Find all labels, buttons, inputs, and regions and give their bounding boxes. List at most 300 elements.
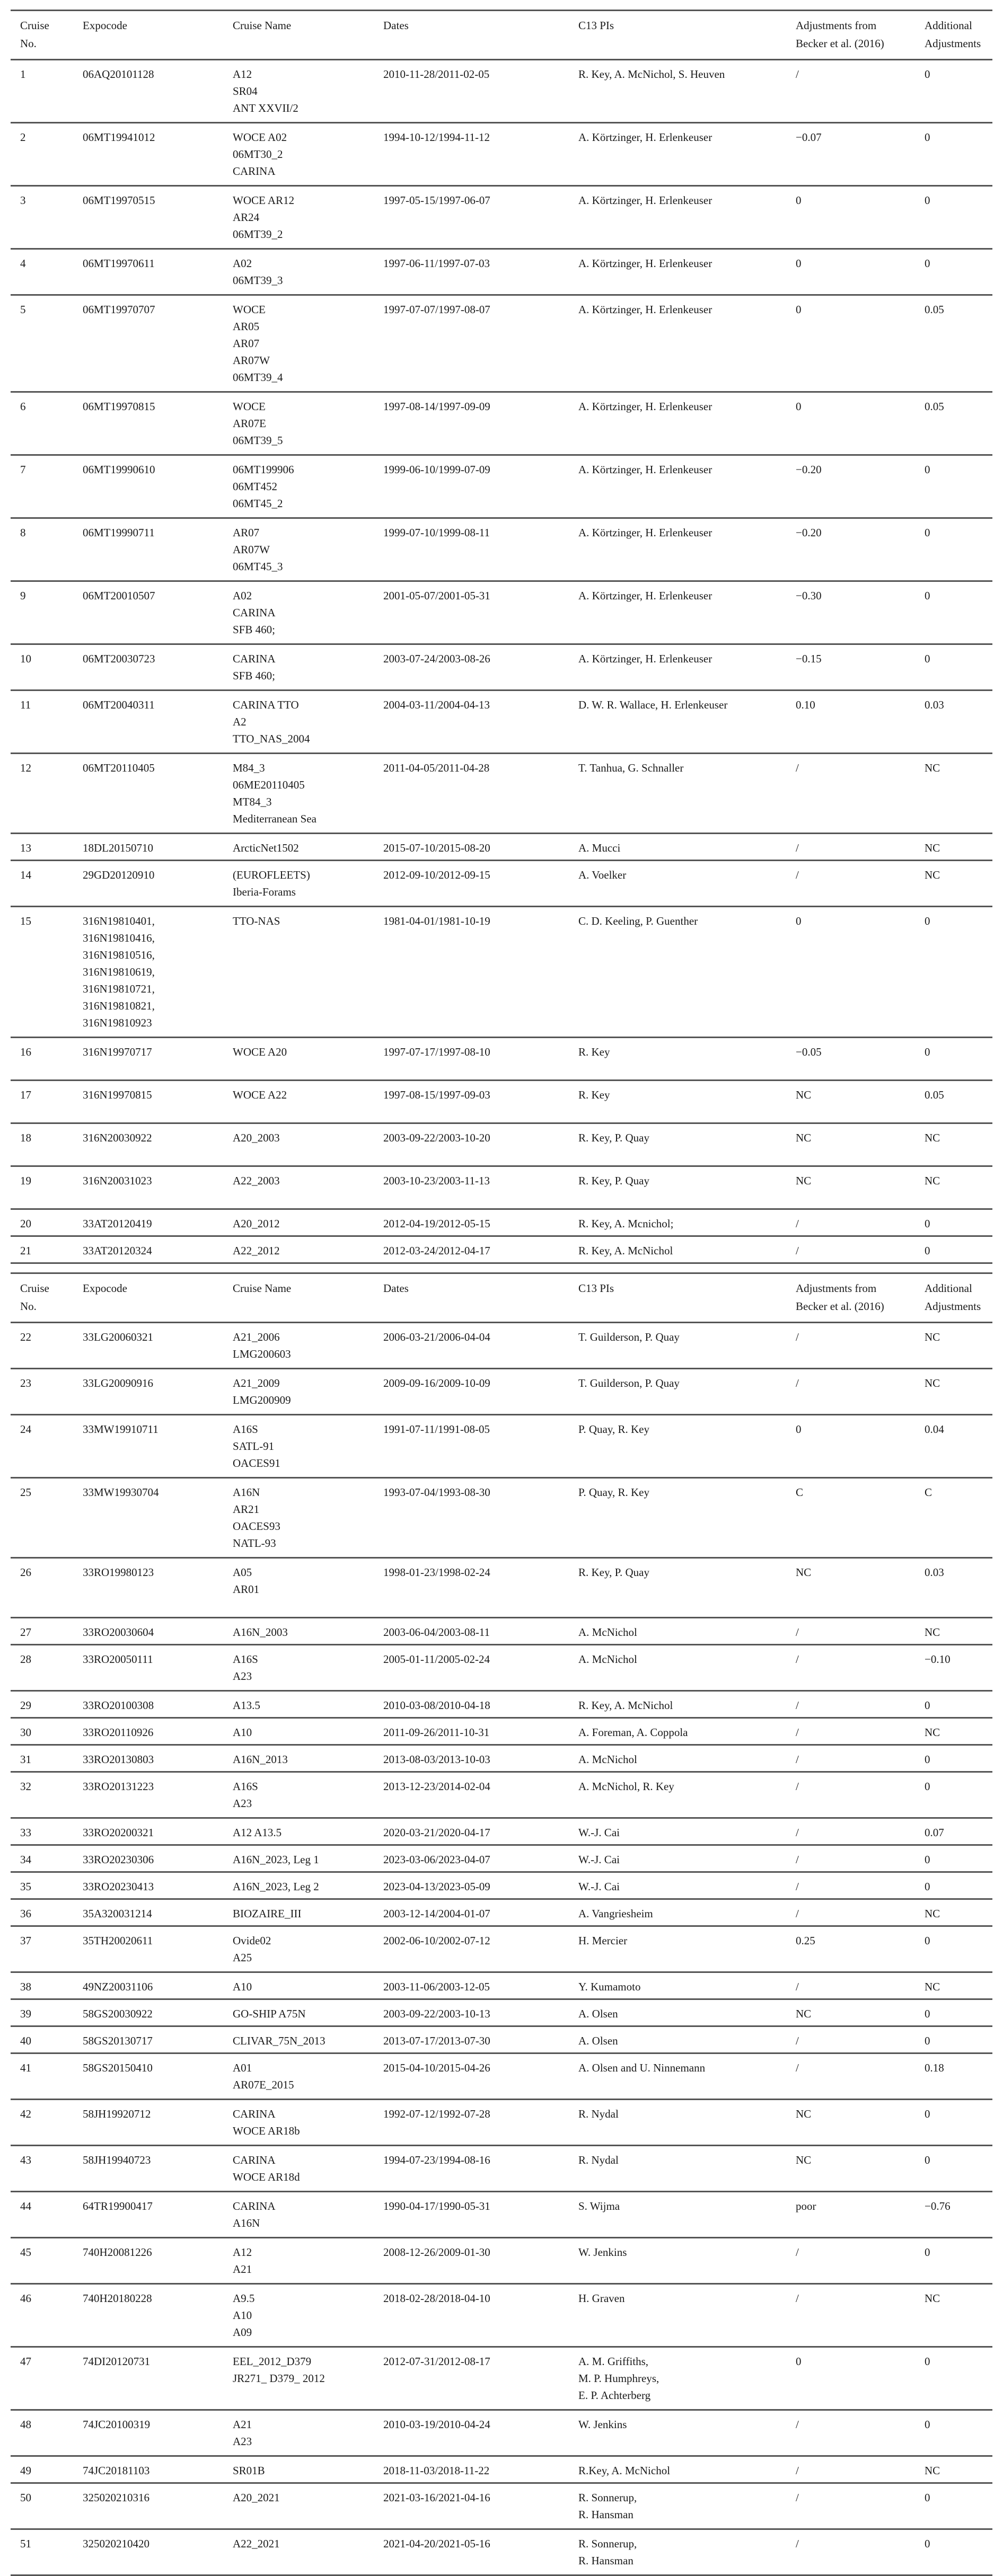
cell-cruise-no: 30 bbox=[20, 1726, 31, 1739]
cell-c13-pis: A. Olsen and U. Ninnemann bbox=[578, 2061, 706, 2074]
cell-c13-pis: A. McNichol bbox=[578, 1626, 637, 1639]
cell-additional-adjustment: NC bbox=[925, 762, 940, 774]
header-c13-pis: C13 PIs bbox=[578, 1282, 614, 1295]
cell-c13-pis: A. Körtzinger, H. Erlenkeuser bbox=[578, 400, 712, 413]
cell-cruise-name: CARINA WOCE AR18b bbox=[233, 2108, 300, 2137]
cell-dates: 2011-04-05/2011-04-28 bbox=[383, 762, 490, 774]
cell-cruise-no: 10 bbox=[20, 652, 31, 665]
cell-c13-pis: W.-J. Cai bbox=[578, 1826, 620, 1839]
cell-adjustment-becker: / bbox=[796, 2491, 799, 2504]
cell-dates: 2003-12-14/2004-01-07 bbox=[383, 1907, 490, 1920]
cell-expocode: 33RO20130803 bbox=[83, 1753, 154, 1766]
cruise-table-part-2 bbox=[11, 1272, 992, 2576]
cell-c13-pis: Y. Kumamoto bbox=[578, 1980, 641, 1993]
cell-expocode: 64TR19900417 bbox=[83, 2200, 153, 2212]
cell-adjustment-becker: / bbox=[796, 1699, 799, 1712]
cell-expocode: 06MT20040311 bbox=[83, 698, 155, 711]
cell-c13-pis: P. Quay, R. Key bbox=[578, 1486, 649, 1499]
cell-cruise-name: TTO-NAS bbox=[233, 915, 280, 927]
cell-additional-adjustment: NC bbox=[925, 1131, 940, 1144]
cell-cruise-no: 28 bbox=[20, 1653, 31, 1666]
table-row bbox=[11, 2483, 992, 2529]
cell-c13-pis: R. Key, P. Quay bbox=[578, 1174, 649, 1187]
cell-additional-adjustment: NC bbox=[925, 1980, 940, 1993]
cell-cruise-name: A16N_2003 bbox=[233, 1626, 288, 1639]
cell-additional-adjustment: 0 bbox=[925, 589, 930, 602]
cell-cruise-name: EEL_2012_D379 JR271_ D379_ 2012 bbox=[233, 2355, 325, 2385]
table-row bbox=[11, 1558, 992, 1618]
cell-cruise-no: 25 bbox=[20, 1486, 31, 1499]
cell-adjustment-becker: 0 bbox=[796, 400, 802, 413]
cell-adjustment-becker: 0 bbox=[796, 303, 802, 316]
cell-dates: 2003-09-22/2003-10-13 bbox=[383, 2007, 490, 2020]
cell-adjustment-becker: / bbox=[796, 1726, 799, 1739]
cell-cruise-name: A02 06MT39_3 bbox=[233, 257, 283, 287]
cell-cruise-name: (EUROFLEETS) Iberia-Forams bbox=[233, 869, 310, 898]
cell-cruise-no: 38 bbox=[20, 1980, 31, 1993]
table-row bbox=[11, 1209, 992, 1236]
table-row bbox=[11, 834, 992, 861]
cell-c13-pis: C. D. Keeling, P. Guenther bbox=[578, 915, 698, 927]
cell-cruise-name: AR07 AR07W 06MT45_3 bbox=[233, 526, 283, 573]
cell-adjustment-becker: NC bbox=[796, 1088, 812, 1101]
cell-dates: 1999-07-10/1999-08-11 bbox=[383, 526, 490, 539]
cell-cruise-no: 13 bbox=[20, 842, 31, 854]
cell-cruise-name: CARINA SFB 460; bbox=[233, 652, 276, 682]
cell-cruise-no: 40 bbox=[20, 2034, 31, 2047]
cell-additional-adjustment: 0 bbox=[925, 1780, 930, 1793]
cell-additional-adjustment: 0 bbox=[925, 652, 930, 665]
cell-cruise-name: A16N_2023, Leg 1 bbox=[233, 1853, 319, 1866]
cell-dates: 1997-07-07/1997-08-07 bbox=[383, 303, 490, 316]
cell-adjustment-becker: −0.05 bbox=[796, 1046, 822, 1058]
cell-cruise-name: ArcticNet1502 bbox=[233, 842, 299, 854]
cell-additional-adjustment: 0 bbox=[925, 1880, 930, 1893]
cell-cruise-no: 8 bbox=[20, 526, 26, 539]
cell-cruise-name: A10 bbox=[233, 1980, 252, 1993]
cell-c13-pis: R. Key, P. Quay bbox=[578, 1566, 649, 1579]
cell-adjustment-becker: / bbox=[796, 1907, 799, 1920]
table-row bbox=[11, 2238, 992, 2284]
cell-cruise-name: A12 A21 bbox=[233, 2246, 252, 2276]
cell-adjustment-becker: / bbox=[796, 1780, 799, 1793]
cell-cruise-no: 37 bbox=[20, 1934, 31, 1947]
header-cruise-no: Cruise No. bbox=[20, 1282, 49, 1313]
cell-cruise-name: A22_2021 bbox=[233, 2537, 280, 2550]
cell-cruise-name: A20_2021 bbox=[233, 2491, 280, 2504]
table-row bbox=[11, 1618, 992, 1645]
cell-expocode: 33RO20200321 bbox=[83, 1826, 154, 1839]
cell-adjustment-becker: / bbox=[796, 1653, 799, 1666]
cell-expocode: 316N20030922 bbox=[83, 1131, 152, 1144]
table-body bbox=[11, 1323, 992, 2575]
cell-c13-pis: R. Key, A. McNichol bbox=[578, 1244, 673, 1257]
cell-adjustment-becker: NC bbox=[796, 2154, 812, 2166]
cell-dates: 1994-07-23/1994-08-16 bbox=[383, 2154, 490, 2166]
cell-additional-adjustment: 0 bbox=[925, 2007, 930, 2020]
cell-cruise-name: A16S A23 bbox=[233, 1780, 258, 1810]
cell-expocode: 33RO20030604 bbox=[83, 1626, 154, 1639]
cell-dates: 1991-07-11/1991-08-05 bbox=[383, 1423, 490, 1436]
cell-expocode: 33RO20131223 bbox=[83, 1780, 154, 1793]
cell-expocode: 58GS20030922 bbox=[83, 2007, 153, 2020]
table-row bbox=[11, 1926, 992, 1972]
cell-dates: 2010-11-28/2011-02-05 bbox=[383, 68, 490, 81]
cell-expocode: 29GD20120910 bbox=[83, 869, 155, 881]
cell-c13-pis: H. Graven bbox=[578, 2292, 625, 2305]
header-adjustments-becker: Adjustments from Becker et al. (2016) bbox=[796, 19, 884, 50]
cell-cruise-name: M84_3 06ME20110405 MT84_3 Mediterranean Sea bbox=[233, 762, 317, 825]
cell-adjustment-becker: / bbox=[796, 762, 799, 774]
cell-dates: 2010-03-08/2010-04-18 bbox=[383, 1699, 490, 1712]
cell-expocode: 35TH20020611 bbox=[83, 1934, 153, 1947]
table-row bbox=[11, 2026, 992, 2053]
cell-additional-adjustment: 0.03 bbox=[925, 698, 944, 711]
cell-cruise-name: WOCE AR12 AR24 06MT39_2 bbox=[233, 194, 295, 241]
cell-cruise-name: A16N_2013 bbox=[233, 1753, 288, 1766]
cell-cruise-no: 2 bbox=[20, 131, 26, 144]
cell-c13-pis: R. Key, A. Mcnichol; bbox=[578, 1217, 674, 1230]
cell-cruise-no: 1 bbox=[20, 68, 26, 81]
cell-adjustment-becker: / bbox=[796, 842, 799, 854]
cell-additional-adjustment: NC bbox=[925, 1726, 940, 1739]
cell-c13-pis: W.-J. Cai bbox=[578, 1853, 620, 1866]
cell-expocode: 06MT19990711 bbox=[83, 526, 155, 539]
cell-c13-pis: W. Jenkins bbox=[578, 2246, 627, 2259]
cell-additional-adjustment: NC bbox=[925, 1377, 940, 1389]
table-header bbox=[11, 1273, 992, 1323]
cell-cruise-name: CLIVAR_75N_2013 bbox=[233, 2034, 325, 2047]
cell-cruise-no: 17 bbox=[20, 1088, 31, 1101]
cell-adjustment-becker: NC bbox=[796, 1566, 812, 1579]
table-row bbox=[11, 2146, 992, 2192]
cell-cruise-no: 51 bbox=[20, 2537, 31, 2550]
cell-expocode: 74DI20120731 bbox=[83, 2355, 151, 2368]
cell-cruise-name: A20_2003 bbox=[233, 1131, 280, 1144]
cell-c13-pis: W.-J. Cai bbox=[578, 1880, 620, 1893]
cell-expocode: 58JH19940723 bbox=[83, 2154, 151, 2166]
cell-adjustment-becker: / bbox=[796, 2246, 799, 2259]
table-row bbox=[11, 1166, 992, 1209]
cell-dates: 2012-04-19/2012-05-15 bbox=[383, 1217, 490, 1230]
cell-c13-pis: R. Key, P. Quay bbox=[578, 1131, 649, 1144]
table-row bbox=[11, 1081, 992, 1123]
cell-expocode: 33RO19980123 bbox=[83, 1566, 154, 1579]
cell-c13-pis: T. Guilderson, P. Quay bbox=[578, 1377, 680, 1389]
table-row bbox=[11, 2347, 992, 2410]
cell-dates: 2008-12-26/2009-01-30 bbox=[383, 2246, 490, 2259]
cell-cruise-no: 21 bbox=[20, 1244, 31, 1257]
cell-cruise-no: 48 bbox=[20, 2418, 31, 2431]
header-dates: Dates bbox=[383, 19, 409, 32]
cell-dates: 2020-03-21/2020-04-17 bbox=[383, 1826, 490, 1839]
cell-c13-pis: A. Körtzinger, H. Erlenkeuser bbox=[578, 463, 712, 476]
cell-c13-pis: H. Mercier bbox=[578, 1934, 628, 1947]
cell-additional-adjustment: NC bbox=[925, 842, 940, 854]
cell-c13-pis: A. Körtzinger, H. Erlenkeuser bbox=[578, 526, 712, 539]
cell-cruise-name: A9.5 A10 A09 bbox=[233, 2292, 255, 2339]
cell-cruise-no: 26 bbox=[20, 1566, 31, 1579]
cell-dates: 2003-09-22/2003-10-20 bbox=[383, 1131, 490, 1144]
cell-expocode: 06MT20030723 bbox=[83, 652, 155, 665]
cell-cruise-no: 46 bbox=[20, 2292, 31, 2305]
cell-c13-pis: A. Olsen bbox=[578, 2034, 618, 2047]
cell-expocode: 58JH19920712 bbox=[83, 2108, 151, 2120]
header-row bbox=[11, 11, 992, 60]
cell-c13-pis: T. Guilderson, P. Quay bbox=[578, 1331, 680, 1343]
cell-dates: 2021-03-16/2021-04-16 bbox=[383, 2491, 490, 2504]
cell-cruise-no: 50 bbox=[20, 2491, 31, 2504]
cell-dates: 2011-09-26/2011-10-31 bbox=[383, 1726, 490, 1739]
cell-additional-adjustment: 0.04 bbox=[925, 1423, 944, 1436]
cell-adjustment-becker: / bbox=[796, 1217, 799, 1230]
cell-cruise-name: A10 bbox=[233, 1726, 252, 1739]
cell-adjustment-becker: / bbox=[796, 1244, 799, 1257]
cell-dates: 2002-06-10/2002-07-12 bbox=[383, 1934, 490, 1947]
cell-c13-pis: A. Mucci bbox=[578, 842, 621, 854]
cell-c13-pis: R. Key bbox=[578, 1088, 610, 1101]
cell-additional-adjustment: NC bbox=[925, 2292, 940, 2305]
cell-dates: 2001-05-07/2001-05-31 bbox=[383, 589, 490, 602]
cell-expocode: 58GS20130717 bbox=[83, 2034, 153, 2047]
cell-expocode: 316N19970717 bbox=[83, 1046, 152, 1058]
cell-dates: 2023-04-13/2023-05-09 bbox=[383, 1880, 490, 1893]
cruise-table-page bbox=[0, 10, 1003, 2576]
cell-adjustment-becker: / bbox=[796, 869, 799, 881]
cell-dates: 2010-03-19/2010-04-24 bbox=[383, 2418, 490, 2431]
cell-c13-pis: A. Foreman, A. Coppola bbox=[578, 1726, 688, 1739]
cell-dates: 1997-07-17/1997-08-10 bbox=[383, 1046, 490, 1058]
cell-additional-adjustment: 0 bbox=[925, 194, 930, 207]
header-expocode: Expocode bbox=[83, 19, 127, 32]
cell-c13-pis: R. Key, A. McNichol bbox=[578, 1699, 673, 1712]
cell-additional-adjustment: 0 bbox=[925, 1934, 930, 1947]
cell-c13-pis: W. Jenkins bbox=[578, 2418, 627, 2431]
cell-cruise-name: GO-SHIP A75N bbox=[233, 2007, 306, 2020]
cell-cruise-no: 4 bbox=[20, 257, 26, 270]
cell-cruise-name: A21_2009 LMG200909 bbox=[233, 1377, 291, 1406]
cell-additional-adjustment: 0 bbox=[925, 2491, 930, 2504]
cell-adjustment-becker: NC bbox=[796, 2007, 812, 2020]
cell-adjustment-becker: / bbox=[796, 1377, 799, 1389]
table-row bbox=[11, 455, 992, 518]
cell-cruise-name: A12 A13.5 bbox=[233, 1826, 282, 1839]
cell-additional-adjustment: 0 bbox=[925, 1699, 930, 1712]
cell-c13-pis: A. Olsen bbox=[578, 2007, 618, 2020]
cell-c13-pis: D. W. R. Wallace, H. Erlenkeuser bbox=[578, 698, 728, 711]
cell-additional-adjustment: 0 bbox=[925, 1853, 930, 1866]
header-adjustments-becker: Adjustments from Becker et al. (2016) bbox=[796, 1282, 884, 1313]
cell-cruise-name: A13.5 bbox=[233, 1699, 260, 1712]
cell-additional-adjustment: 0 bbox=[925, 2537, 930, 2550]
cell-additional-adjustment: 0 bbox=[925, 1046, 930, 1058]
cell-dates: 2009-09-16/2009-10-09 bbox=[383, 1377, 490, 1389]
cell-expocode: 58GS20150410 bbox=[83, 2061, 153, 2074]
cell-additional-adjustment: 0.05 bbox=[925, 303, 944, 316]
cell-dates: 2023-03-06/2023-04-07 bbox=[383, 1853, 490, 1866]
cell-additional-adjustment: 0 bbox=[925, 68, 930, 81]
cell-dates: 2018-11-03/2018-11-22 bbox=[383, 2464, 490, 2477]
table-row bbox=[11, 754, 992, 834]
cell-c13-pis: R. Nydal bbox=[578, 2108, 619, 2120]
cell-cruise-name: A16S SATL-91 OACES91 bbox=[233, 1423, 280, 1470]
cell-adjustment-becker: / bbox=[796, 1826, 799, 1839]
cell-adjustment-becker: / bbox=[796, 2418, 799, 2431]
cell-adjustment-becker: 0 bbox=[796, 2355, 802, 2368]
cell-cruise-name: A02 CARINA SFB 460; bbox=[233, 589, 276, 636]
cell-additional-adjustment: 0.05 bbox=[925, 1088, 944, 1101]
cell-cruise-name: WOCE A02 06MT30_2 CARINA bbox=[233, 131, 287, 178]
cell-expocode: 74JC20181103 bbox=[83, 2464, 150, 2477]
cell-c13-pis: R. Nydal bbox=[578, 2154, 619, 2166]
cell-adjustment-becker: NC bbox=[796, 1131, 812, 1144]
cell-c13-pis: A. Körtzinger, H. Erlenkeuser bbox=[578, 589, 712, 602]
cell-dates: 2005-01-11/2005-02-24 bbox=[383, 1653, 490, 1666]
table-row bbox=[11, 1745, 992, 1772]
cell-cruise-name: Ovide02 A25 bbox=[233, 1934, 271, 1964]
cell-expocode: 74JC20100319 bbox=[83, 2418, 151, 2431]
table-row bbox=[11, 1478, 992, 1558]
cell-dates: 1999-06-10/1999-07-09 bbox=[383, 463, 490, 476]
cell-dates: 2015-07-10/2015-08-20 bbox=[383, 842, 490, 854]
table-row bbox=[11, 2053, 992, 2100]
cell-dates: 1992-07-12/1992-07-28 bbox=[383, 2108, 490, 2120]
cell-additional-adjustment: 0 bbox=[925, 2034, 930, 2047]
cell-c13-pis: A. Vangriesheim bbox=[578, 1907, 653, 1920]
table-row bbox=[11, 123, 992, 186]
cell-adjustment-becker: 0 bbox=[796, 194, 802, 207]
cell-expocode: 06MT19970611 bbox=[83, 257, 155, 270]
cell-adjustment-becker: / bbox=[796, 2061, 799, 2074]
cell-expocode: 06AQ20101128 bbox=[83, 68, 154, 81]
cell-cruise-no: 22 bbox=[20, 1331, 31, 1343]
cell-expocode: 33MW19930704 bbox=[83, 1486, 159, 1499]
table-row bbox=[11, 1645, 992, 1691]
table-row bbox=[11, 861, 992, 907]
cell-adjustment-becker: / bbox=[796, 2292, 799, 2305]
cell-cruise-name: CARINA WOCE AR18d bbox=[233, 2154, 300, 2183]
table-row bbox=[11, 60, 992, 123]
cell-cruise-no: 32 bbox=[20, 1780, 31, 1793]
cell-additional-adjustment: −0.76 bbox=[925, 2200, 951, 2212]
cell-c13-pis: A. Körtzinger, H. Erlenkeuser bbox=[578, 257, 712, 270]
cell-cruise-name: A22_2003 bbox=[233, 1174, 280, 1187]
cell-cruise-name: BIOZAIRE_III bbox=[233, 1907, 302, 1920]
cell-cruise-no: 41 bbox=[20, 2061, 31, 2074]
cell-c13-pis: A. McNichol, R. Key bbox=[578, 1780, 674, 1793]
cell-cruise-no: 12 bbox=[20, 762, 31, 774]
cell-additional-adjustment: 0 bbox=[925, 2246, 930, 2259]
cell-additional-adjustment: 0 bbox=[925, 2355, 930, 2368]
cell-additional-adjustment: 0 bbox=[925, 526, 930, 539]
cell-cruise-no: 42 bbox=[20, 2108, 31, 2120]
cell-dates: 1997-08-15/1997-09-03 bbox=[383, 1088, 490, 1101]
cell-dates: 2003-07-24/2003-08-26 bbox=[383, 652, 490, 665]
cruise-table-part-1 bbox=[11, 10, 992, 1264]
table-row bbox=[11, 1718, 992, 1745]
cell-expocode: 06MT19970515 bbox=[83, 194, 155, 207]
cell-adjustment-becker: C bbox=[796, 1486, 804, 1499]
cell-additional-adjustment: 0 bbox=[925, 2154, 930, 2166]
cell-cruise-no: 49 bbox=[20, 2464, 31, 2477]
cell-cruise-name: A21 A23 bbox=[233, 2418, 252, 2448]
table-row bbox=[11, 249, 992, 295]
cell-expocode: 33LG20060321 bbox=[83, 1331, 153, 1343]
cell-dates: 2012-03-24/2012-04-17 bbox=[383, 1244, 490, 1257]
cell-cruise-name: A16N_2023, Leg 2 bbox=[233, 1880, 319, 1893]
header-expocode: Expocode bbox=[83, 1282, 127, 1295]
cell-dates: 2012-09-10/2012-09-15 bbox=[383, 869, 490, 881]
cell-expocode: 33LG20090916 bbox=[83, 1377, 153, 1389]
cell-dates: 2013-12-23/2014-02-04 bbox=[383, 1780, 490, 1793]
cell-cruise-no: 23 bbox=[20, 1377, 31, 1389]
cell-cruise-name: A22_2012 bbox=[233, 1244, 280, 1257]
table-row bbox=[11, 2529, 992, 2575]
cell-dates: 2006-03-21/2006-04-04 bbox=[383, 1331, 490, 1343]
cell-dates: 1997-06-11/1997-07-03 bbox=[383, 257, 490, 270]
cell-adjustment-becker: / bbox=[796, 1753, 799, 1766]
cell-cruise-no: 16 bbox=[20, 1046, 31, 1058]
cell-additional-adjustment: 0 bbox=[925, 1244, 930, 1257]
cell-adjustment-becker: / bbox=[796, 1331, 799, 1343]
table-row bbox=[11, 392, 992, 455]
cell-cruise-no: 31 bbox=[20, 1753, 31, 1766]
cell-dates: 2004-03-11/2004-04-13 bbox=[383, 698, 490, 711]
cell-expocode: 740H20081226 bbox=[83, 2246, 152, 2259]
cell-expocode: 33RO20230413 bbox=[83, 1880, 154, 1893]
table-row bbox=[11, 1772, 992, 1818]
cell-adjustment-becker: NC bbox=[796, 2108, 812, 2120]
cell-c13-pis: P. Quay, R. Key bbox=[578, 1423, 649, 1436]
cell-cruise-name: WOCE AR07E 06MT39_5 bbox=[233, 400, 283, 447]
cell-expocode: 33RO20050111 bbox=[83, 1653, 153, 1666]
cell-cruise-no: 6 bbox=[20, 400, 26, 413]
table-row bbox=[11, 2100, 992, 2146]
header-row bbox=[11, 1273, 992, 1323]
cell-expocode: 06MT19970707 bbox=[83, 303, 155, 316]
cell-additional-adjustment: 0.18 bbox=[925, 2061, 944, 2074]
cell-cruise-no: 27 bbox=[20, 1626, 31, 1639]
cell-cruise-name: A12 SR04 ANT XXVII/2 bbox=[233, 68, 298, 114]
cell-cruise-no: 33 bbox=[20, 1826, 31, 1839]
cell-adjustment-becker: −0.30 bbox=[796, 589, 822, 602]
cell-adjustment-becker: 0.10 bbox=[796, 698, 815, 711]
table-row bbox=[11, 1123, 992, 1166]
cell-c13-pis: R.Key, A. McNichol bbox=[578, 2464, 671, 2477]
table-row bbox=[11, 1369, 992, 1415]
cell-expocode: 18DL20150710 bbox=[83, 842, 153, 854]
cell-additional-adjustment: −0.10 bbox=[925, 1653, 951, 1666]
cell-expocode: 316N19810401, 316N19810416, 316N19810516, 316N19810619, 316N19810721, 316N19810821, 316N19810923 bbox=[83, 915, 155, 1029]
cell-adjustment-becker: −0.20 bbox=[796, 526, 822, 539]
cell-cruise-name: A01 AR07E_2015 bbox=[233, 2061, 294, 2091]
cell-expocode: 33RO20100308 bbox=[83, 1699, 154, 1712]
header-cruise-no: Cruise No. bbox=[20, 19, 49, 50]
cell-cruise-no: 20 bbox=[20, 1217, 31, 1230]
table-row bbox=[11, 1972, 992, 1999]
cell-additional-adjustment: NC bbox=[925, 1626, 940, 1639]
table-row bbox=[11, 1323, 992, 1369]
cell-adjustment-becker: / bbox=[796, 1853, 799, 1866]
table-row bbox=[11, 1872, 992, 1899]
cell-c13-pis: A. Körtzinger, H. Erlenkeuser bbox=[578, 131, 712, 144]
cell-cruise-name: 06MT199906 06MT452 06MT45_2 bbox=[233, 463, 294, 510]
cell-expocode: 33MW19910711 bbox=[83, 1423, 159, 1436]
table-row bbox=[11, 1038, 992, 1081]
table-row bbox=[11, 691, 992, 754]
cell-c13-pis: R. Key, A. McNichol, S. Heuven bbox=[578, 68, 725, 81]
cell-cruise-name: A20_2012 bbox=[233, 1217, 280, 1230]
